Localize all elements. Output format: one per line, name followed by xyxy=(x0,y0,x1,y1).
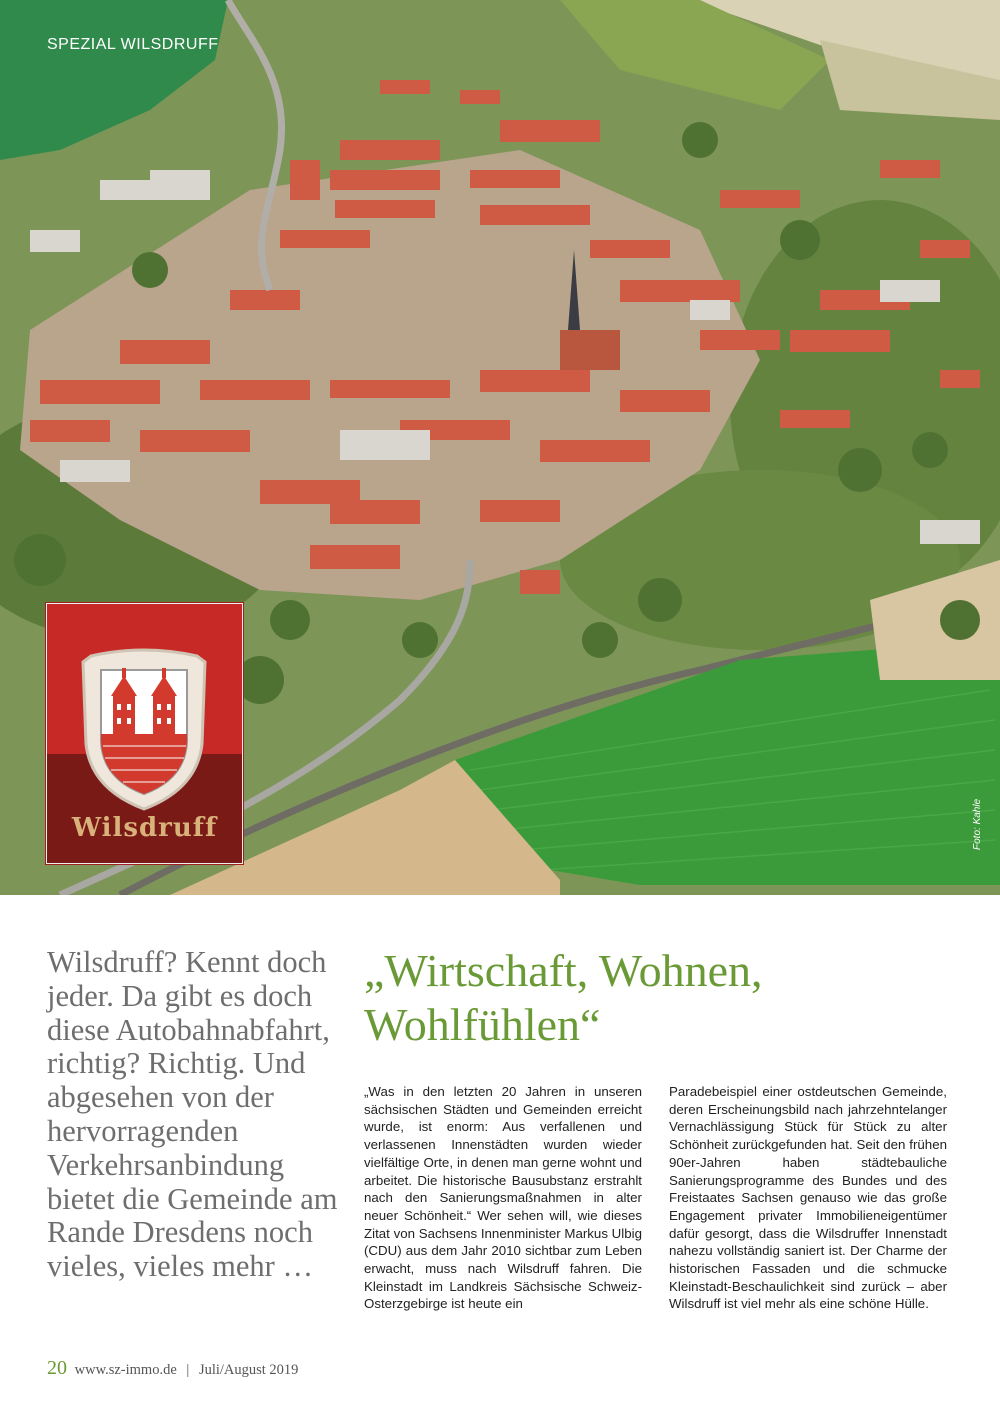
coat-of-arms-image xyxy=(46,603,243,864)
crest-name: Wilsdruff xyxy=(71,813,218,843)
section-tag: SPEZIAL WILSDRUFF xyxy=(47,36,219,53)
lede-intro: Wilsdruff? Kennt doch jeder. Da gibt es doch diese Autobahnabfahrt, richtig? Richtig. Und abgesehen von der hervorragenden Verkehrsanbindung bietet die Gemeinde am Rande Dresdens noch vieles, vieles mehr … xyxy=(47,945,338,1284)
article-column-1: „Was in den letzten 20 Jahren in unseren sächsischen Städten und Gemeinden erreicht wurde, ist enorm: Aus verfallenen und verlassenen Innenstädten wurden wieder vielfältige Orte, in denen man gerne wohnt und arbeitet. Die historische Bausubstanz erstrahlt nach den Sanierungsmaßnahmen in alter neuer Schönheit.“ Wer sehen will, wie dieses Zitat von Sachsens Innenminister Markus Ulbig (CDU) aus dem Jahr 2010 sichtbar zum Leben erwacht, muss nach Wilsdruff fahren. Die Kleinstadt im Landkreis Sächsische Schweiz-Osterzgebirge ist heute ein xyxy=(364,1084,642,1312)
article-headline: „Wirtschaft, Wohnen, Wohlfühlen“ xyxy=(364,945,763,1050)
photo-credit: Foto: Kahle xyxy=(972,798,983,850)
website-link[interactable]: www.sz-immo.de xyxy=(74,1362,177,1378)
page-number: 20 xyxy=(47,1357,67,1379)
issue-date: Juli/August 2019 xyxy=(198,1362,299,1378)
page-footer xyxy=(47,1357,298,1380)
article-column-2: Paradebeispiel einer ostdeutschen Gemeinde, deren Erscheinungsbild nach jahrzehntelanger Vernachlässigung Stück für Stück zu alter Schönheit zurückgefunden hat. Seit den frühen 90er-Jahren haben städtebauliche Sanierungsprogramme des Bundes und des Freistaates Sachsen genauso wie das große Engagement privater Immobilieneigentümer dafür gesorgt, dass die Wilsdruffer Innenstadt nahezu vollständig saniert ist. Der Charme der historischen Fassaden und die schmucke Kleinstadt-Beschaulichkeit sind zurück – aber Wilsdruff ist viel mehr als eine schöne Hülle. xyxy=(669,1084,947,1312)
footer-separator: | xyxy=(186,1362,190,1378)
